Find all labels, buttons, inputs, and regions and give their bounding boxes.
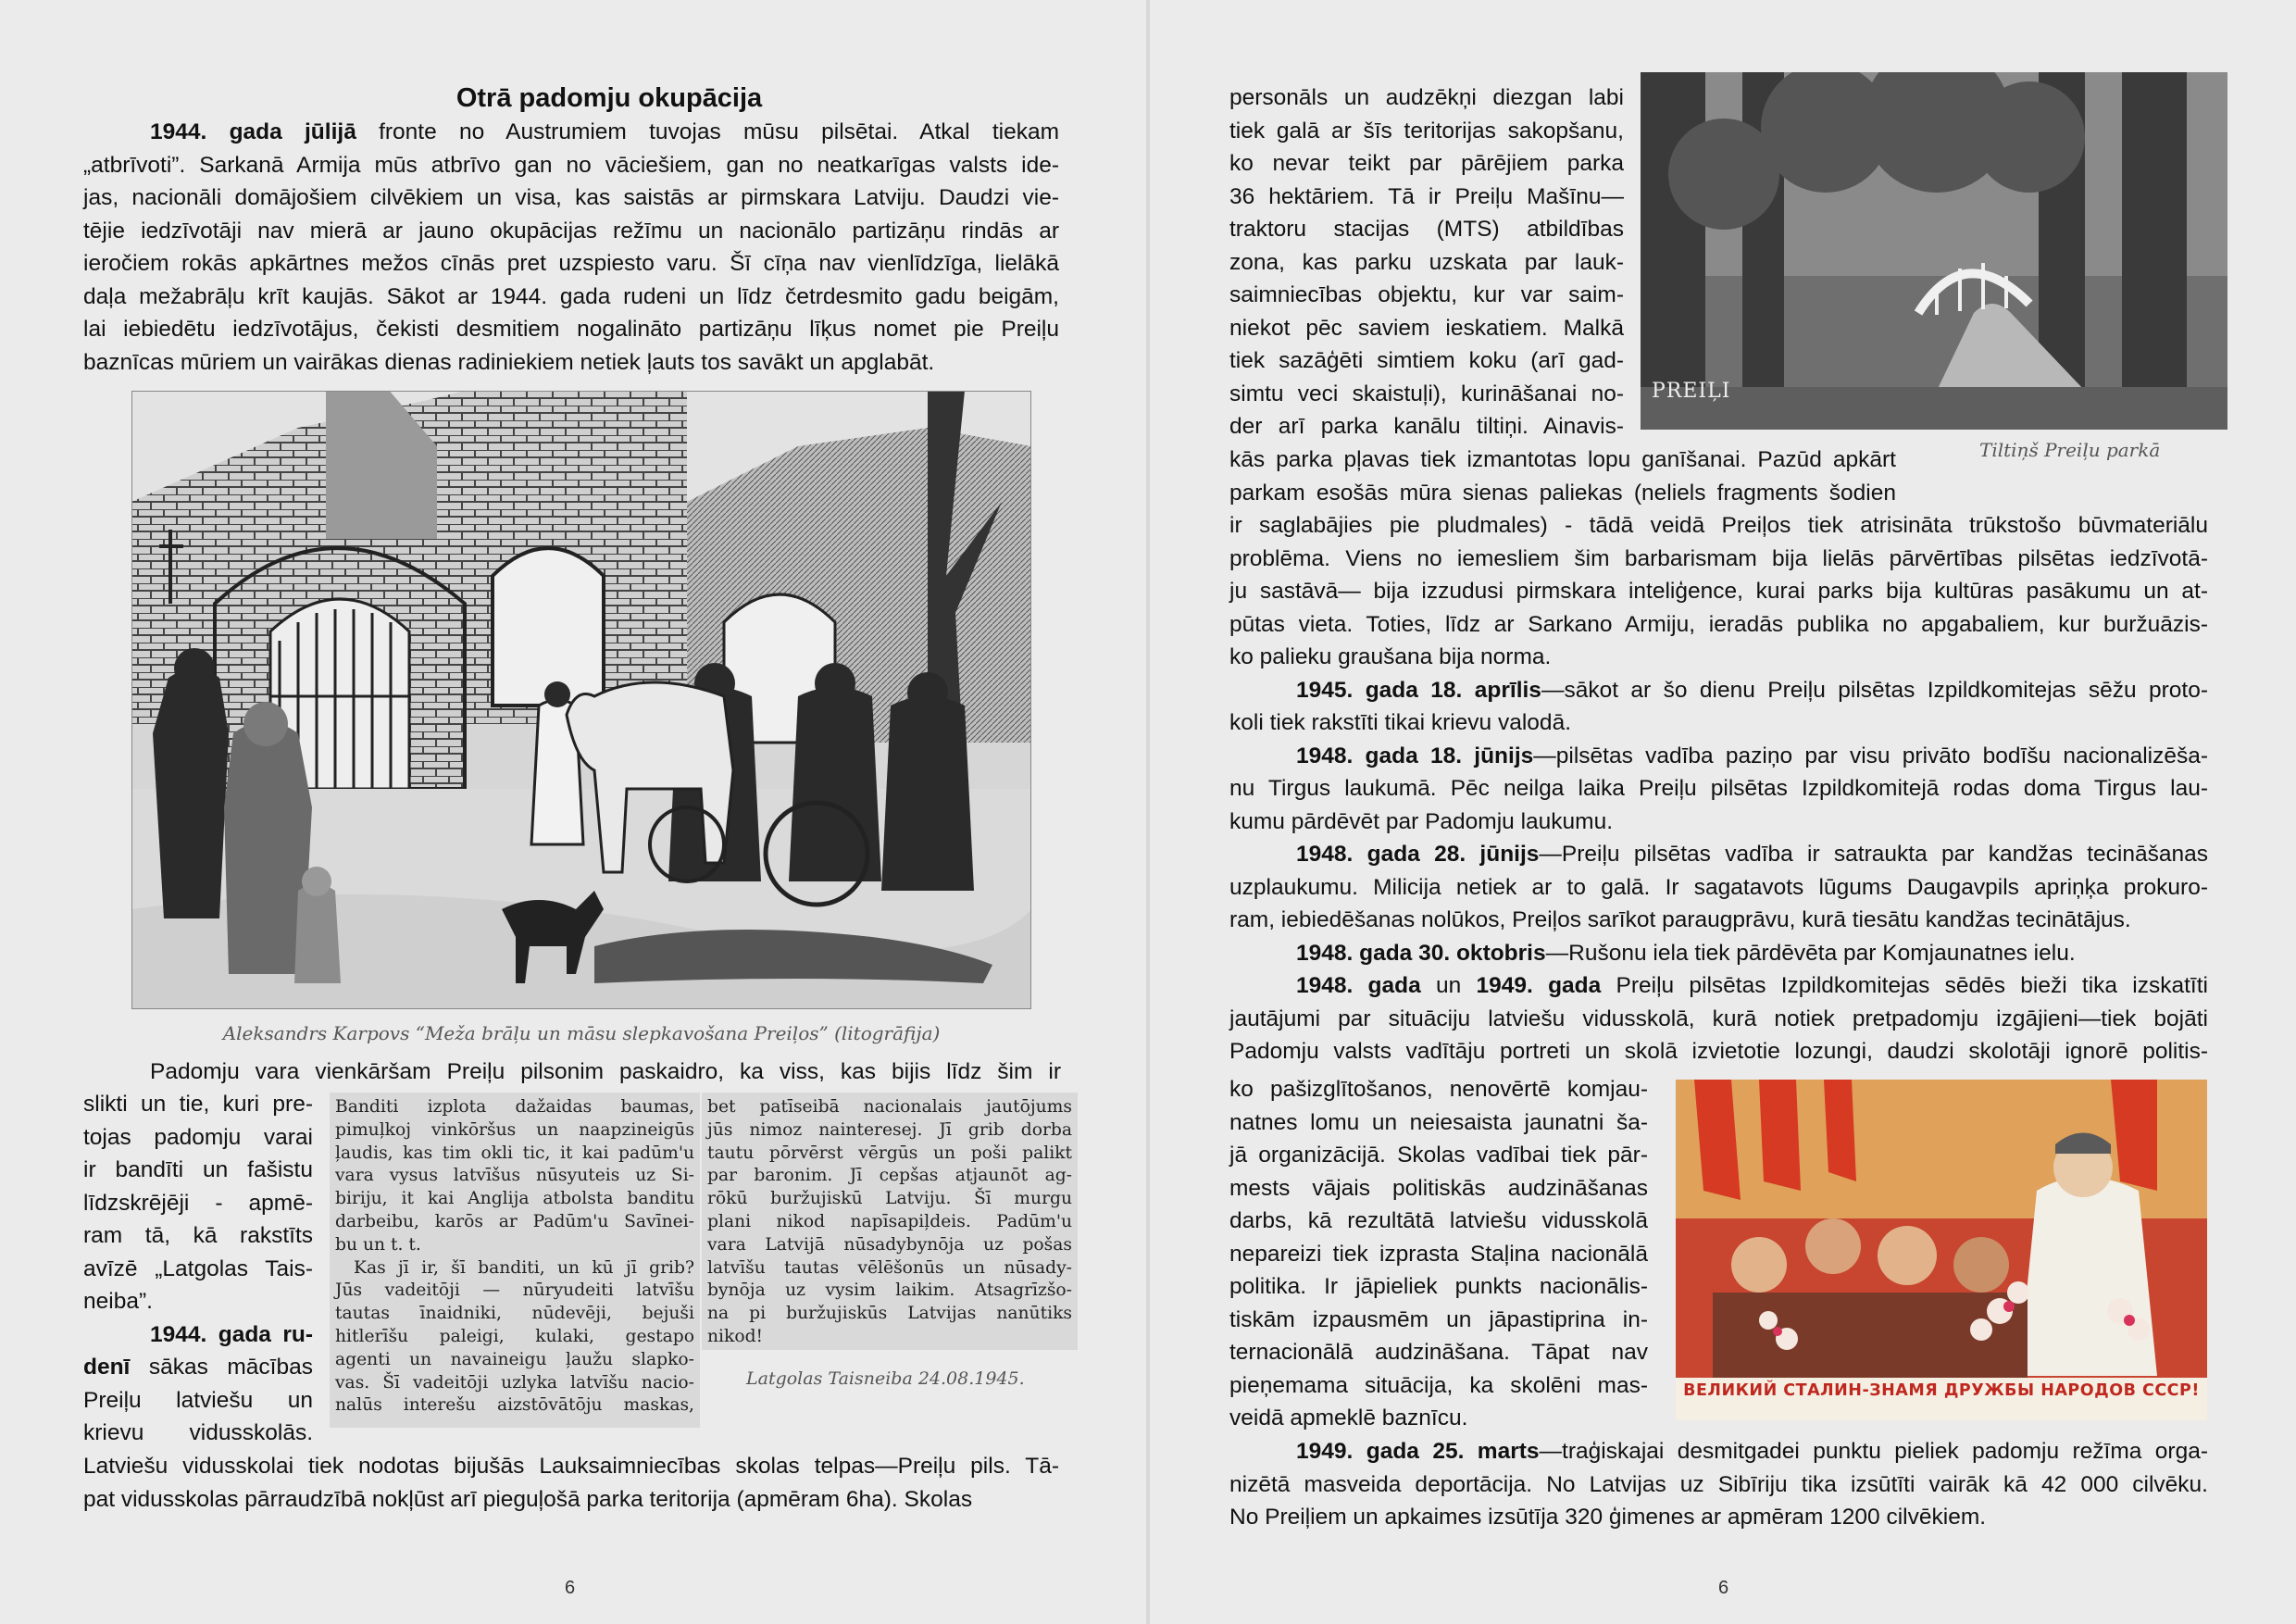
intro-line: „atbrīvoti”. Sarkanā Armija mūs atbrīvo gan no vāciešiem, gan no neatkarīgas valsts ide- [83,152,1059,178]
para2-first-line: Padomju vara vienkāršam Preiļu pilsonim paskaidro, ka viss, kas bijis līdz šim ir [150,1059,1061,1084]
intro-paragraph [83,116,1059,379]
entry-line: uzplaukumu. Milicija netiek ar to galā. Ir sagatavots lūgums Daugavpils apriņķa prokuro- [1229,874,2208,900]
school-column [1229,1073,1648,1435]
para3-line: Latviešu vidusskolai tiek nodotas bijušās Lauksaimniecības skolas telpas—Preiļu pils. Tā- [83,1454,1059,1479]
clipping-line: rōkū buržujiskū Latviju. Šī murgu [707,1189,1072,1209]
park-line: 36 hektāriem. Tā ir Preiļu Mašīnu— [1229,183,1624,209]
school-line: ternacionālā audzināšana. Tāpat nav [1229,1340,1648,1365]
clipping-line: latvīšu tautas vēlēšonūs un nūsady- [707,1257,1072,1278]
page-number: 6 [565,1578,576,1598]
park-line: saimniecības objektu, kur var saim- [1229,282,1624,307]
clipping-line: tautas īnaidniki, nūdevēji, bejuši [335,1304,694,1324]
school-line: darbs, kā rezultātā latviešu vidusskolā [1229,1208,1648,1233]
clipping-line: pimuļkoj vinkōršus un naapzinei̇gūs [335,1119,694,1140]
school-line: tiskām izpausmēm un jāpastiprina in- [1229,1306,1648,1332]
park-line: tiek sazāģēti simtiem koku (arī gad- [1229,348,1624,373]
park-line: tiek galā ar šīs teritorijas sakopšanu, [1229,118,1624,144]
school-line: veidā apmeklē baznīcu. [1229,1405,1468,1430]
photo-caption: Tiltiņš Preiļu parkā [1979,439,2161,461]
park-line: zona, kas parku uzskata par lauk- [1229,249,1624,275]
clipping-line: bynōja uz vysim laikim. Atsagrīzšo- [707,1280,1072,1301]
clipping-line: Banditi izplota dažaidas baumas, [335,1097,694,1117]
intro-line: 1944. gada jūlijā fronte no Austrumiem tuvojas mūsu pilsētai. Atkal tiekam [150,119,1059,144]
lithograph-caption: Aleksandrs Karpovs “Meža brāļu un māsu slepkavošana Preiļos” (litogrāfija) [222,1022,941,1044]
park-line: simtu veci skaistuļi), kurināšanai no- [1229,381,1624,406]
para2-line: ir bandīti un fašistu [83,1157,313,1182]
para2-column [83,1088,313,1450]
entry-line: No Preiļiem un apkaimes izsūtīja 320 ģimenes ar apmēram 1200 cilvēkiem. [1229,1505,1987,1530]
clipping-line: Kas jī ir, šī banditi, un kū jī grib? [354,1257,694,1278]
para3-full [83,1450,1059,1516]
clipping-line: nikod! [707,1326,764,1346]
intro-line: ieročiem rokās apkārtnes mežos cīnās pret uzspiesto varu. Šī cīņa nav vienlīdzīga, lielākā [83,251,1059,276]
entry-line: jautājumi par situāciju latviešu vidusskolā, kurā notiek pretpadomju izgājieni—tiek bojāti [1229,1006,2208,1031]
entry-1948-10-30: 1948. gada 30. oktobris—Rušonu iela tiek pārdēvēta par Komjaunatnes ielu. [1296,940,2076,966]
clipping-line: nalūs interešu aizstōvātōju maskas, [335,1395,694,1416]
park-mid [1229,443,1896,509]
para2-line: līdzskrējēji - apmē- [83,1190,313,1216]
park-line: personāls un audzēkņi diezgan labi [1229,85,1624,110]
park-column [1229,81,1624,443]
clipping-line: Jūs vadeitōji — nūryudeiti latvīšu [335,1280,694,1301]
park-line: ju sastāvā— bija izzudusi pirmskara inteliģence, kurai parks bija kultūras pasākumu un at- [1229,579,2208,604]
park-line: ir saglabājies pie pludmales) - tādā veidā Preiļos tiek atrisināta trūkstošo būvmateriālu [1229,513,2208,538]
para3-line: denī sākas mācības [83,1355,313,1380]
para2-line: ram tā, kā rakstīts [83,1223,313,1248]
clipping-line: tautu pōrvērst vērgūs un poši palikt [707,1143,1072,1163]
clipping-line: par baronim. Jī cepšas atjaunōt ag- [707,1166,1072,1186]
entry-1948-06-28: 1948. gada 28. jūnijs—Preiļu pilsētas vadība ir satraukta par kandžas tecināšanas [1296,842,2208,867]
para3-line: krievu vidusskolās. [83,1420,313,1445]
stalin-poster [1676,1080,2207,1420]
clipping-line: bu un t. t. [335,1234,421,1255]
entry-line: kumu pārdēvēt par Padomju laukumu. [1229,808,1613,834]
clipping-line: vara Latvijā nūsadybynōja uz pošas [707,1234,1072,1255]
entry-1945-04-18: 1945. gada 18. aprīlis—sākot ar šo dienu Preiļu pilsētas Izpildkomitejas sēžu proto- [1296,677,2208,703]
clipping-line: darbeibu, karōs ar Padūm'u Savīnei- [335,1211,694,1231]
school-line: natnes lomu un neiesaista jaunatni ša- [1229,1109,1648,1135]
school-line: politika. Ir jāpieliek punkts nacionālis- [1229,1274,1648,1299]
clipping-line: bet patīseibā nacionalais jautōjums [707,1097,1072,1117]
para3-line: pat vidusskolas pārraudzībā nokļūst arī pieguļošā parka teritorija (apmēram 6ha). Skolas [83,1486,973,1512]
newspaper-clipping-col1 [330,1093,700,1428]
intro-date: 1944. gada jūlijā [150,119,356,144]
school-line: nepareizi tiek izprasta Staļina nacionālā [1229,1241,1648,1267]
right-page [1150,0,2296,1624]
intro-line: tējie iedzīvotāji nav mierā ar jauno okupācijas režīmu un nacionālo partizāņu rindās ar [83,218,1059,244]
intro-line: jas, nacionāli domājošiem cilvēkiem un visa, kas saistās ar pirmskara Latviju. Daudzi vie- [83,185,1059,210]
para3-line: 1944. gada ru- [150,1321,313,1347]
intro-line: lai iebiedētu iedzīvotājus, čekisti desmitiem nogalināto partizāņu līķus nomet pie Preiļu [83,317,1059,342]
clipping-line: jūs nimoz nainteresej. Jī grib dorba [707,1119,1072,1140]
park-line: parkam esošās mūra sienas paliekas (neliels fragments šodien [1229,480,1896,506]
entry-1949-03-25: 1949. gada 25. marts—traģiskajai desmitgadei punktu pieliek padomju režīma orga- [1296,1439,2208,1464]
para2-line: avīzē „Latgolas Tais- [83,1255,313,1281]
park-line: niekot pēc saviem ieskatiem. Malkā [1229,315,1624,341]
deportation-entry [1229,1435,2208,1534]
park-line: pūtas vieta. Toties, līdz ar Sarkano Armiju, ieradās publika no apgabaliem, kur buržuāzis- [1229,611,2208,637]
left-page [0,0,1146,1624]
clipping-line: ļaudis, kas tim okli tic, it kai padūm'u [335,1143,694,1163]
entry-line: ram, iebiedēšanas nolūkos, Preiļos sarīkot paraugprāvu, kurā tiesātu kandžas tecinātājus. [1229,907,2131,932]
school-line: jā organizācijā. Skolas vadībai tiek pār- [1229,1143,1648,1168]
photo-label: PREIĻI [1652,380,1731,403]
para2-line: neiba”. [83,1289,153,1314]
park-bridge-photo [1641,72,2227,430]
school-line: pieņemama situācija, ka skolēni mas- [1229,1372,1648,1398]
clipping-line: hitlerīšu paleigi, kulaki, gestapo [335,1326,694,1346]
park-line: der arī parka kanālu tiltiņi. Ainavis- [1229,414,1624,439]
newspaper-clipping-col2 [702,1093,1078,1350]
clipping-line: na pi buržujiskūs Latvijas nanūtiks [707,1304,1072,1324]
entry-line: koli tiek rakstīti tikai krievu valodā. [1229,710,1571,735]
park-line: ko nevar teikt par pārējiem parka [1229,151,1624,176]
entry-1948-06-18: 1948. gada 18. jūnijs—pilsētas vadība paziņo par visu privāto bodīšu nacionalizēša- [1296,743,2208,768]
page-title: Otrā padomju okupācija [455,83,763,113]
school-line: ko pašizglītošanos, nenovērtē komjau- [1229,1077,1648,1102]
park-line: ko palieku graušana bija norma. [1229,644,1552,669]
clipping-line: vas. Šī vadeitōji uzlyka latvīšu nacio- [335,1372,694,1393]
clipping-line: vara vysus latvīšus nūsyuteis uz Si- [335,1166,694,1186]
park-line: traktoru stacijas (MTS) atbildības [1229,217,1624,242]
clipping-line: biriju, it kai Anglija atbolsta banditu [335,1189,694,1209]
para2-line: slikti un tie, kuri pre- [83,1092,313,1117]
main-text [1229,509,2208,1068]
clipping-line: agenti un navaineigu ļaužu slapko- [335,1349,694,1369]
school-line: mests vājais politiskās audzināšanas [1229,1175,1648,1201]
entry-1948-1949: 1948. gada un 1949. gada Preiļu pilsētas Izpildkomitejas sēdēs bieži tika izskatīti [1296,973,2208,998]
entry-line: Padomju valsts vadītāju portreti un skolā izvietotie lozungi, daudzi skolotāji ignorē politis- [1229,1039,2208,1064]
para2-line: tojas padomju varai [83,1124,313,1150]
park-line: kās parka pļavas tiek izmantotas lopu ganīšanai. Pazūd apkārt [1229,447,1896,472]
intro-line: daļa mežabrāļu krīt kaujās. Sākot ar 1944. gada rudeni un līdz četrdesmito gadu beigām, [83,283,1059,309]
clipping-caption: Latgolas Taisneiba 24.08.1945. [746,1368,1025,1389]
park-line: problēma. Viens no iemesliem šim barbarismam bija lielās pārvērtības pilsētas iedzīvotā- [1229,545,2208,571]
intro-line: baznīcas mūriem un vairākas dienas radiniekiem netiek ļauts tos savākt un apglabāt. [83,349,935,375]
entry-line: nizētā masveida deportācija. No Latvijas uz Sibīriju tika izsūtīti vairāk kā 42 000 cilvēku. [1229,1471,2208,1497]
entry-line: nu Tirgus laukumā. Pēc neilga laika Preiļu pilsētas Izpildkomitejā rodas doma Tirgus lau- [1229,776,2208,801]
poster-slogan: ВЕЛИКИЙ СТАЛИН-ЗНАМЯ ДРУЖБЫ НАРОДОВ СССР! [1683,1381,2200,1400]
lithograph-image [131,391,1031,1009]
clipping-line: plani nikod napīsapiļdeis. Padūm'u [707,1211,1072,1231]
page-number: 6 [1718,1578,1729,1598]
para3-line: Preiļu latviešu un [83,1387,313,1413]
